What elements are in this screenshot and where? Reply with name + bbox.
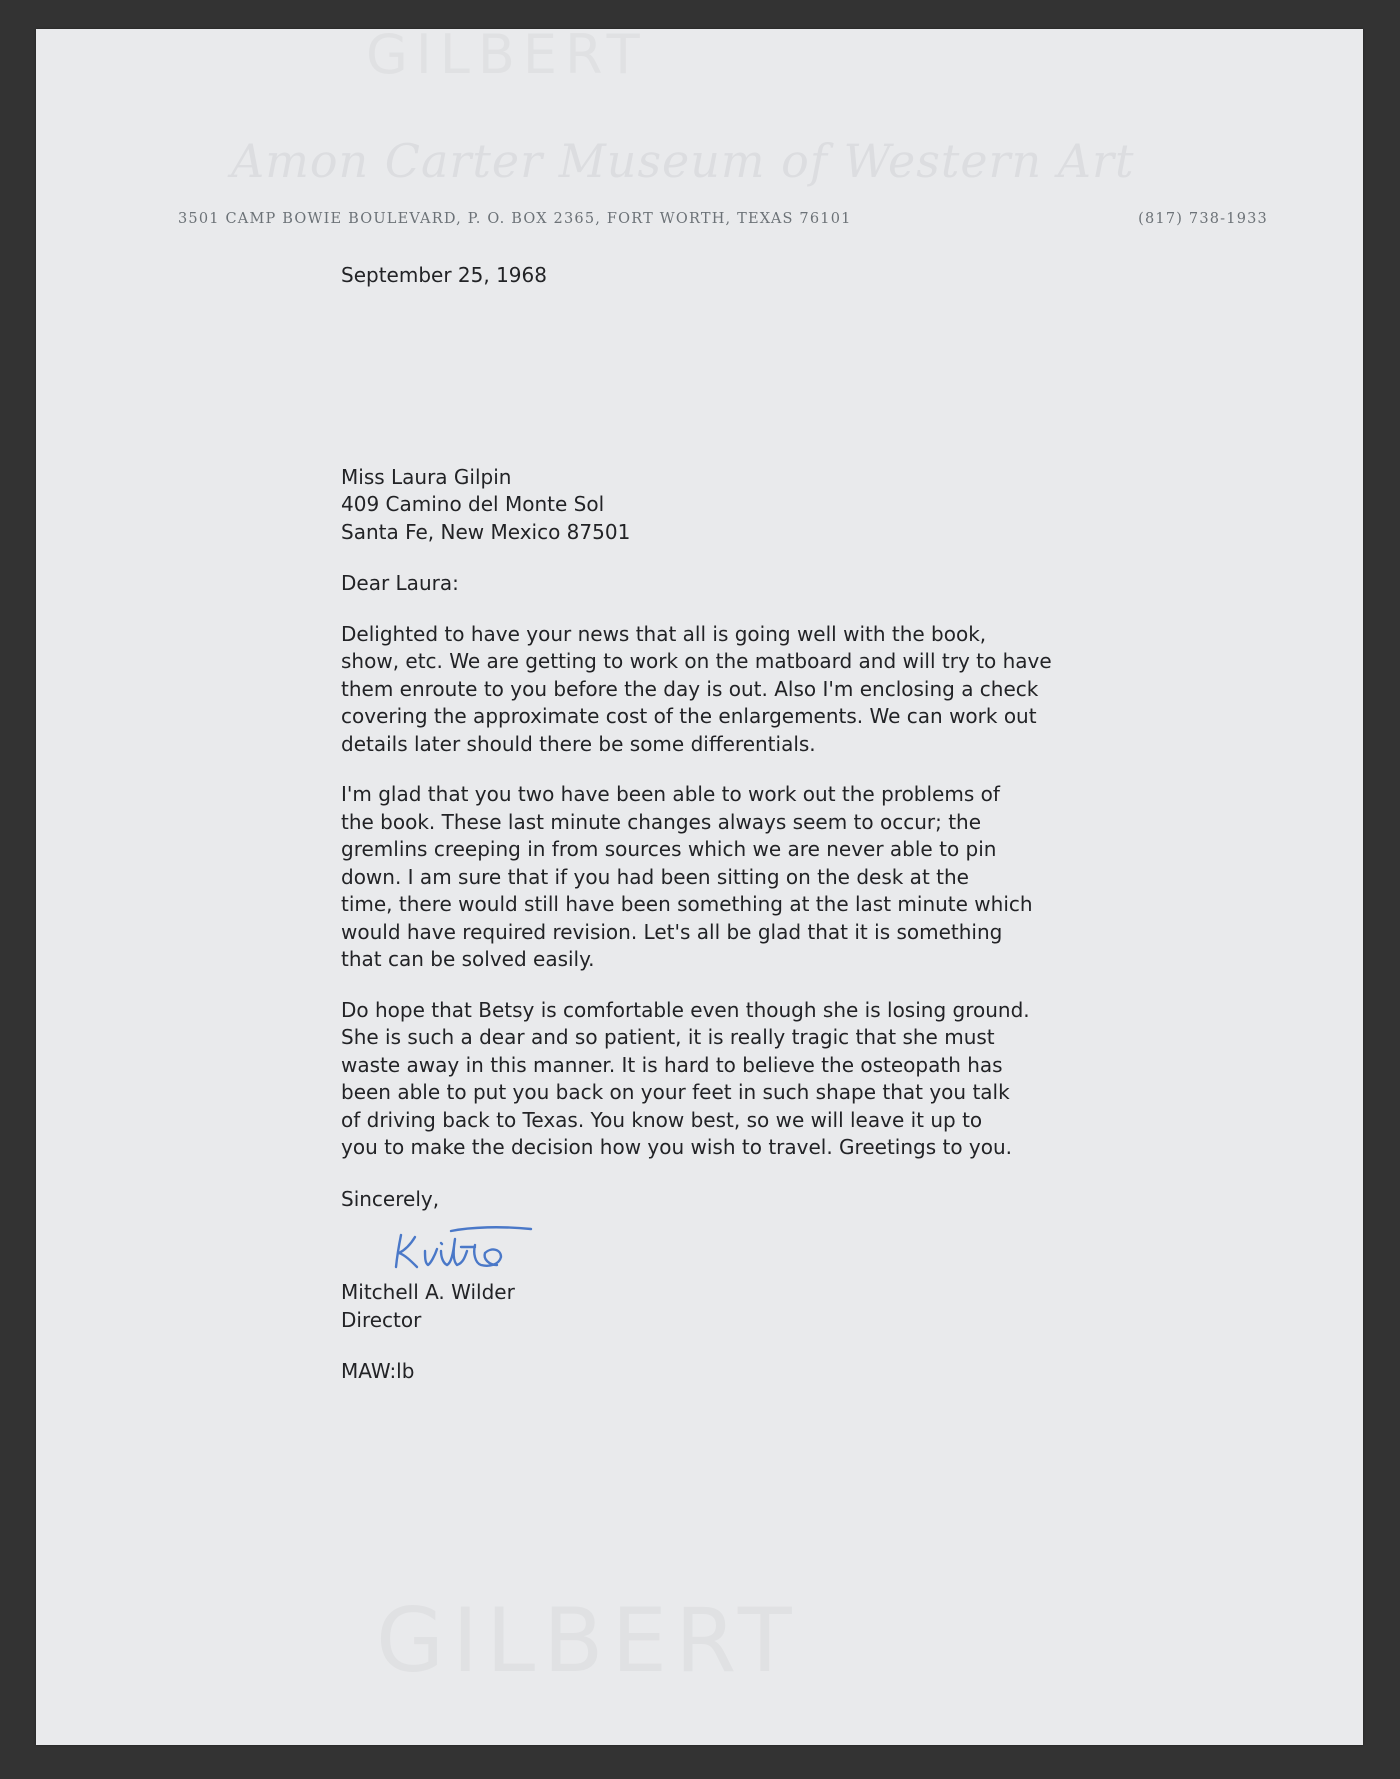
letter-body (341, 262, 1161, 1386)
embossed-letterhead-title: Amon Carter Museum of Western Art (231, 134, 1135, 188)
paragraph-line: you to make the decision how you wish to travel. Greetings to you. (341, 1135, 1013, 1159)
show-through-text-bottom: GILBERT (376, 1589, 800, 1692)
paragraph-3 (341, 997, 1161, 1162)
recipient-line: Miss Laura Gilpin (341, 464, 512, 489)
paragraph-line: that can be solved easily. (341, 947, 595, 971)
paragraph-line: She is such a dear and so patient, it is really tragic that she must (341, 1025, 995, 1049)
signature-block (341, 1279, 1161, 1334)
paragraph-1 (341, 621, 1161, 759)
paragraph-line: Delighted to have your news that all is going well with the book, (341, 621, 987, 646)
paragraph-line: details later should there be some differentials. (341, 731, 816, 756)
paragraph-line: of driving back to Texas. You know best, so we will leave it up to (341, 1107, 983, 1132)
paragraph-line: gremlins creeping in from sources which we are never able to pin (341, 837, 997, 861)
paragraph-line: Do hope that Betsy is comfortable even though she is losing ground. (341, 997, 1030, 1022)
paragraph-line: them enroute to you before the day is out. Also I'm enclosing a check (341, 676, 1039, 701)
salutation: Dear Laura: (341, 571, 459, 595)
paragraph-2 (341, 781, 1161, 974)
signature-scribble (391, 1221, 541, 1277)
show-through-text-top: GILBERT (366, 29, 648, 86)
paragraph-line: covering the approximate cost of the enlargements. We can work out (341, 704, 1037, 728)
paragraph-line: show, etc. We are getting to work on the matboard and will try to have (341, 649, 1052, 673)
paragraph-line: waste away in this manner. It is hard to believe the osteopath has (341, 1052, 1003, 1077)
recipient-line: 409 Camino del Monte Sol (341, 492, 605, 516)
paragraph-line: down. I am sure that if you had been sitting on the desk at the (341, 864, 969, 889)
paragraph-line: been able to put you back on your feet in such shape that you talk (341, 1080, 1010, 1104)
signer-title: Director (341, 1307, 422, 1332)
paragraph-line: time, there would still have been something at the last minute which (341, 892, 1033, 916)
typist-initials: MAW:lb (341, 1359, 415, 1383)
paragraph-line: I'm glad that you two have been able to work out the problems of (341, 782, 1000, 806)
signer-name: Mitchell A. Wilder (341, 1280, 515, 1304)
closing: Sincerely, (341, 1186, 440, 1211)
letterhead-phone: (817) 738-1933 (1138, 211, 1268, 227)
recipient-line: Santa Fe, New Mexico 87501 (341, 519, 631, 544)
recipient-address (341, 464, 1161, 547)
letter-sheet (36, 29, 1363, 1745)
letter-date: September 25, 1968 (341, 263, 547, 287)
letterhead-address: 3501 CAMP BOWIE BOULEVARD, P. O. BOX 2365, FORT WORTH, TEXAS 76101 (178, 211, 852, 227)
paragraph-line: would have required revision. Let's all be glad that it is something (341, 919, 1003, 944)
handwritten-signature (391, 1213, 591, 1279)
paragraph-line: the book. These last minute changes always seem to occur; the (341, 809, 982, 834)
